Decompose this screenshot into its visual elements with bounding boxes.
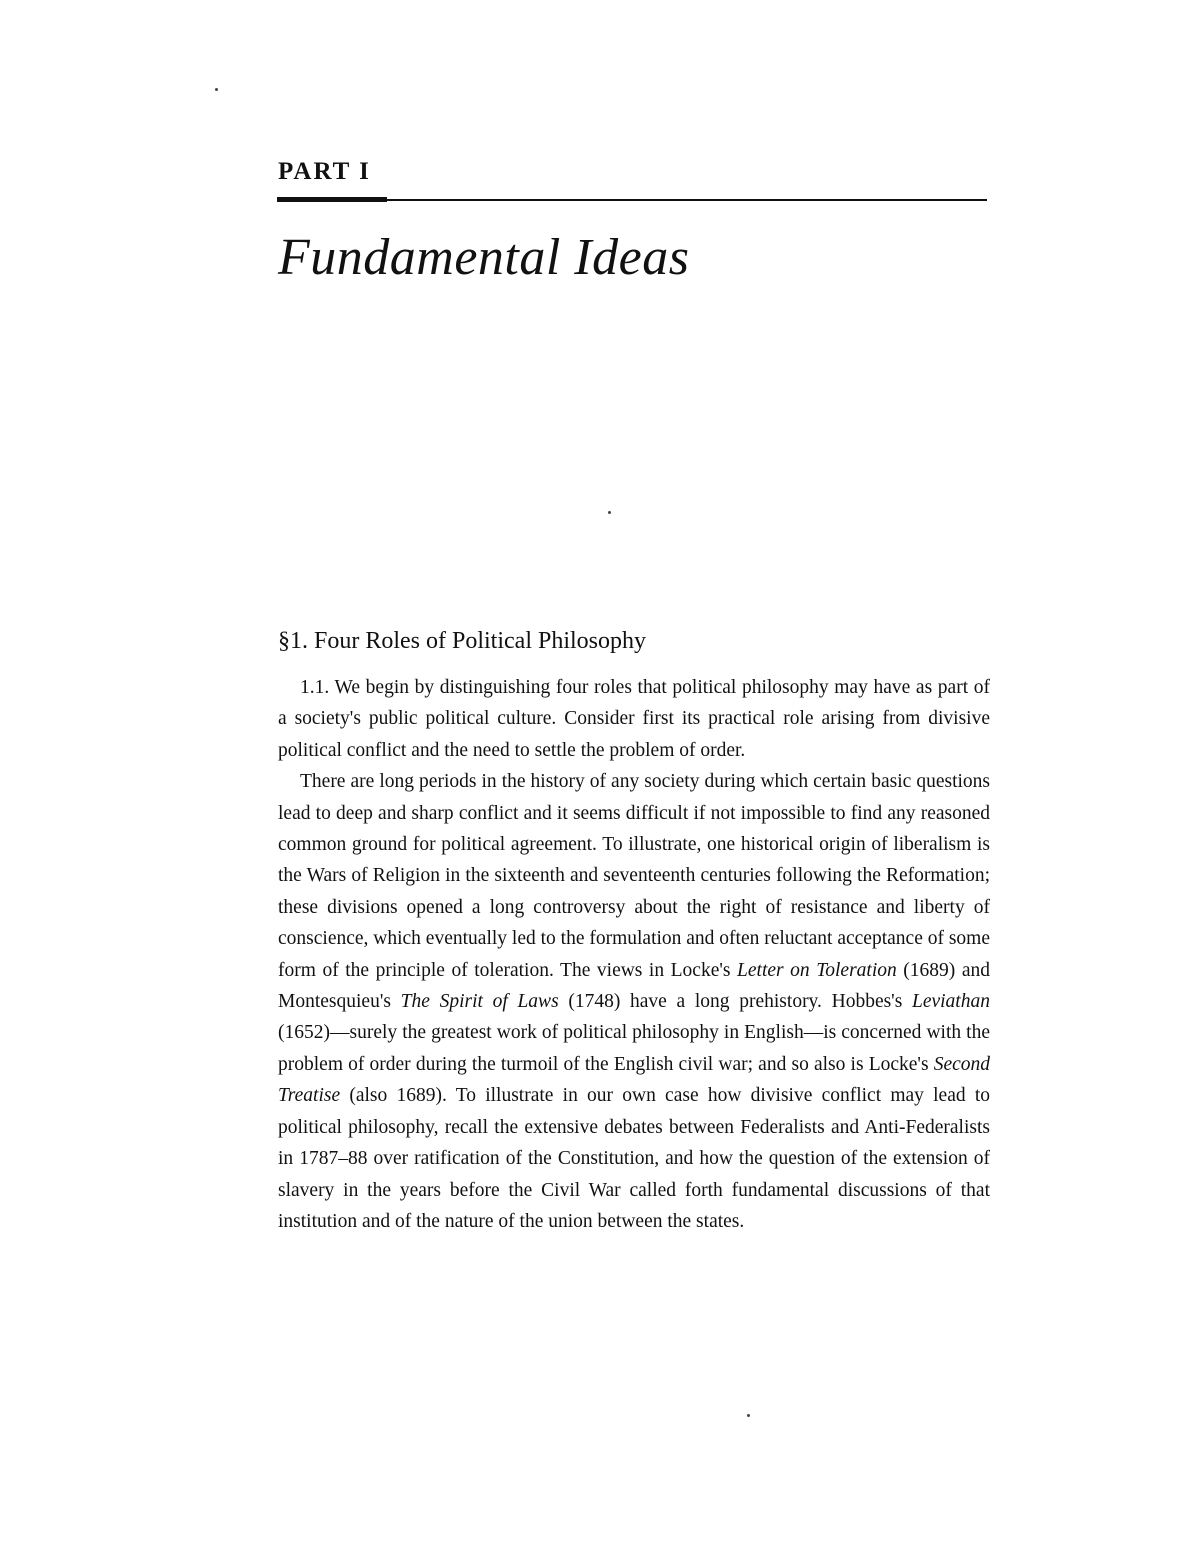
- text-run: 1.1. We begin by distinguishing four roles that political philosophy may have as part of a society's public political culture. Consider first its practical role arising from divisive political conflict and the need to settle the problem of order.: [278, 677, 990, 761]
- section-heading: §1. Four Roles of Political Philosophy: [278, 628, 647, 654]
- part-rule-accent: [277, 197, 387, 202]
- text-run: (1689) and Montesquieu's: [278, 959, 990, 1013]
- text-run: (1652)—surely the greatest work of political philosophy in English—is concerned with the problem of order during the turmoil of the English civil war; and so also is Locke's: [278, 1022, 990, 1075]
- scan-speck: [747, 1414, 750, 1417]
- italic-title: Leviathan: [911, 991, 990, 1013]
- italic-title: Second Treatise: [278, 1053, 990, 1107]
- part-label: PART I: [278, 158, 371, 185]
- body-paragraph: [278, 672, 990, 766]
- scan-speck: [608, 511, 611, 514]
- italic-title: The Spirit of Laws: [400, 991, 559, 1013]
- scan-speck: [215, 88, 218, 91]
- italic-title: Letter on Toleration: [737, 959, 897, 981]
- body-paragraph: [278, 766, 990, 1237]
- text-run: There are long periods in the history of any society during which certain basic questions lead to deep and sharp conflict and it seems difficult if not impossible to find any reasoned common ground for political agreement. To illustrate, one historical origin of liberalism is the Wars of Religion in the sixteenth and seventeenth centuries following the Reformation; these divisions opened a long controversy about the right of resistance and liberty of conscience, which eventually led to the formulation and often reluctant acceptance of some form of the principle of toleration. The views in Locke's: [278, 771, 990, 981]
- part-title: Fundamental Ideas: [278, 229, 690, 286]
- body-text: [278, 672, 990, 1237]
- text-run: (1748) have a long prehistory. Hobbes's: [558, 991, 912, 1013]
- text-run: (also 1689). To illustrate in our own case how divisive conflict may lead to political philosophy, recall the extensive debates between Federalists and Anti-Federalists in 1787–88 over ratification of the Constitution, and how the question of the extension of slavery in the years before the Civil War called forth fundamental discussions of that institution and of the nature of the union between the states.: [278, 1085, 990, 1232]
